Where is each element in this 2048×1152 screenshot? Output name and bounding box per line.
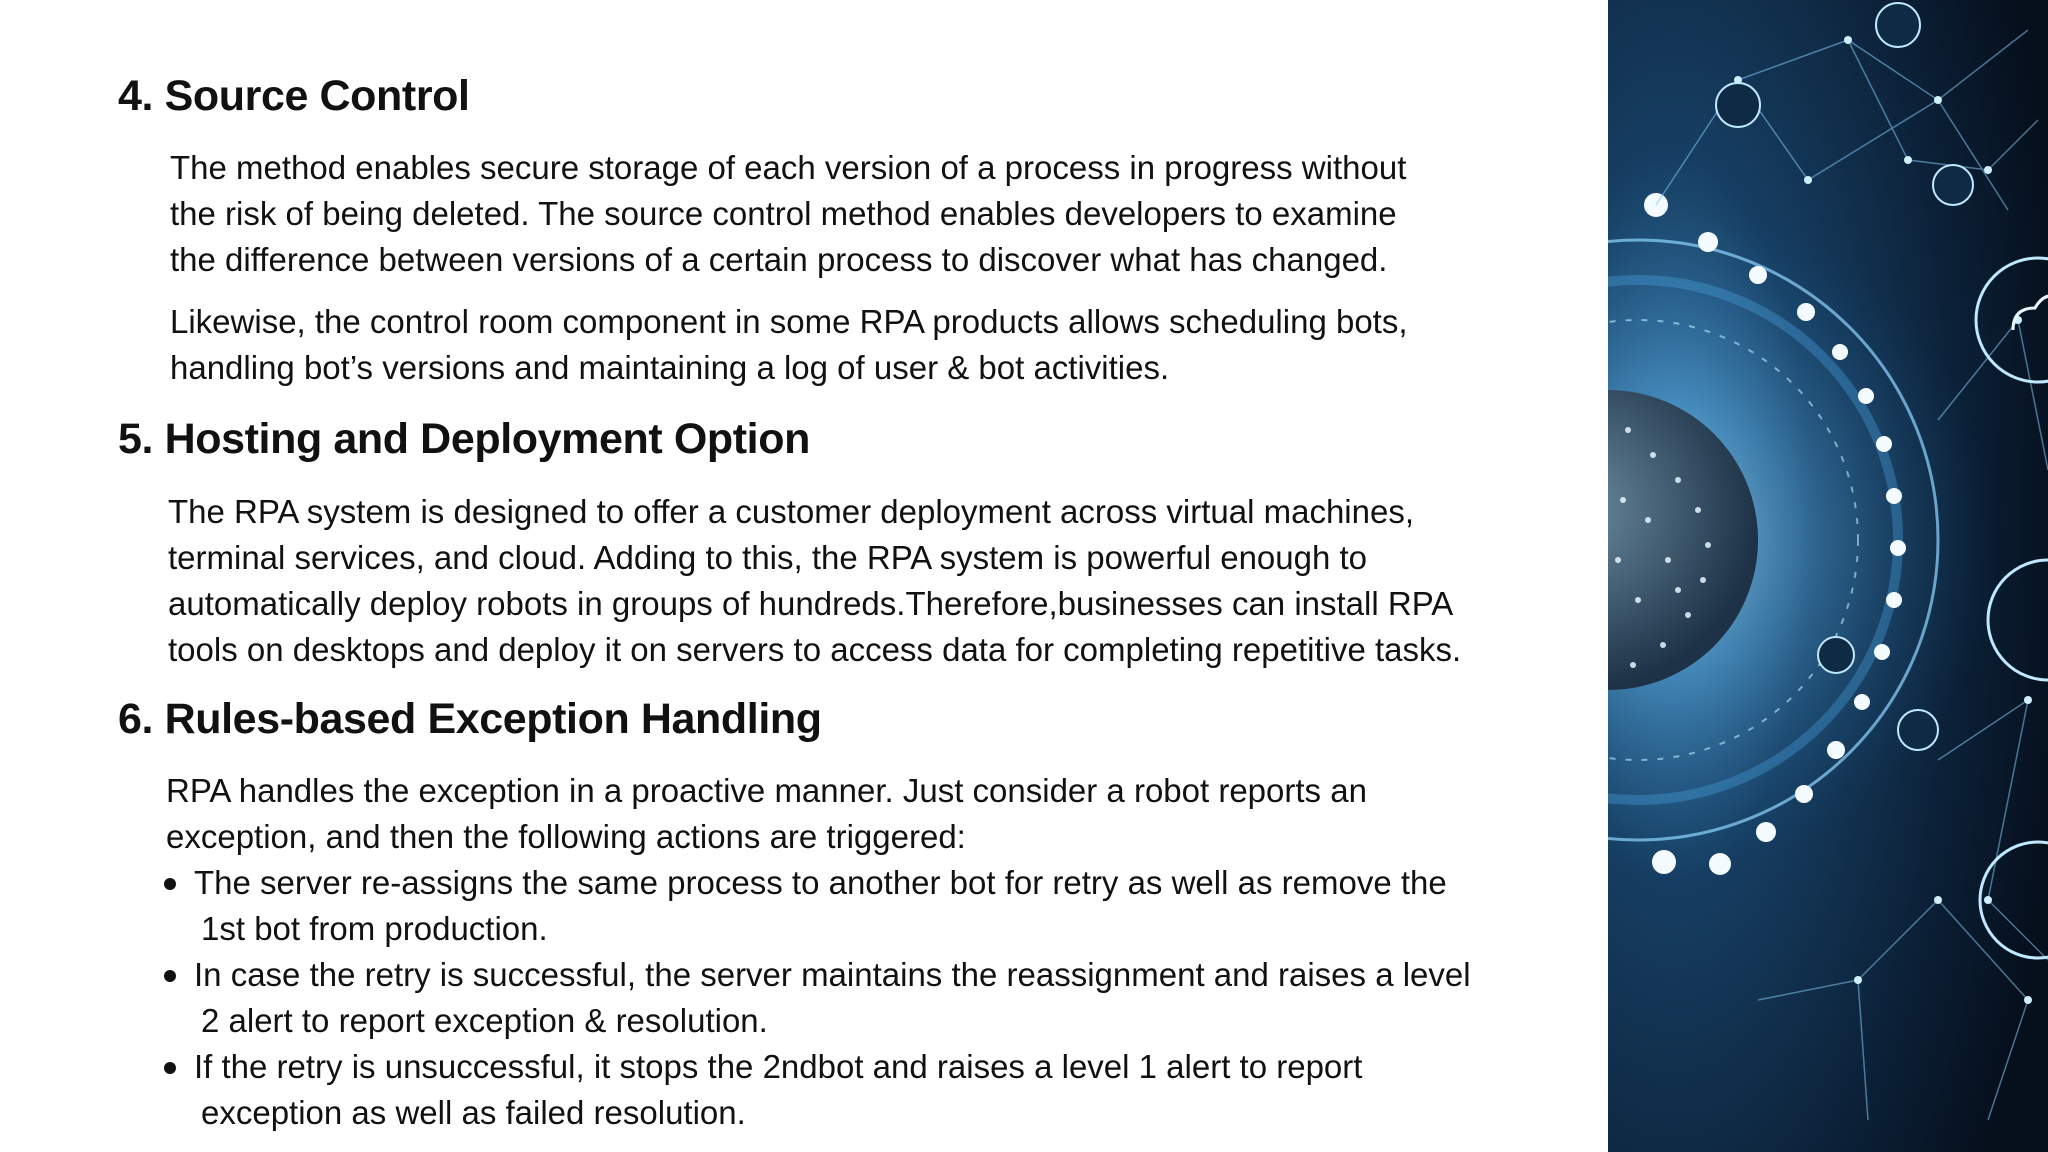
text-line: RPA handles the exception in a proactive manner. Just consider a robot reports an <box>166 772 1367 809</box>
text-line: terminal services, and cloud. Adding to this, the RPA system is powerful enough to <box>168 539 1368 576</box>
text-line: The RPA system is designed to offer a customer deployment across virtual machines, <box>168 493 1415 530</box>
bullet-item <box>166 952 1471 1044</box>
text-line: automatically deploy robots in groups of hundreds.Therefore,businesses can install RPA <box>168 585 1454 622</box>
bullet-text-line: In case the retry is successful, the server maintains the reassignment and raises a level <box>194 956 1471 993</box>
section-heading-exception-handling: 6. Rules-based Exception Handling <box>118 695 822 743</box>
text-line: the risk of being deleted. The source control method enables developers to examine <box>170 195 1397 232</box>
network-technology-image <box>1608 0 2048 1152</box>
bullet-icon <box>164 1062 176 1074</box>
bullet-text-line: 1st bot from production. <box>201 910 548 947</box>
section-heading-source-control: 4. Source Control <box>118 72 470 120</box>
text-line: tools on desktops and deploy it on servers to access data for completing repetitive tasks. <box>168 631 1462 668</box>
bullet-icon <box>164 878 176 890</box>
bullet-text-line: exception as well as failed resolution. <box>201 1094 746 1131</box>
bullet-text-line: The server re-assigns the same process to another bot for retry as well as remove the <box>194 864 1447 901</box>
paragraph-exception-handling <box>166 768 1367 860</box>
bullet-text-line: 2 alert to report exception & resolution. <box>201 1002 768 1039</box>
text-line: exception, and then the following actions are triggered: <box>166 818 966 855</box>
paragraph-source-control-1 <box>170 145 1406 283</box>
section-heading-hosting-deployment: 5. Hosting and Deployment Option <box>118 415 810 463</box>
bullet-text-line: If the retry is unsuccessful, it stops the 2ndbot and raises a level 1 alert to report <box>194 1048 1363 1085</box>
text-line: Likewise, the control room component in some RPA products allows scheduling bots, <box>170 303 1408 340</box>
bullet-item <box>166 1044 1362 1136</box>
text-line: the difference between versions of a certain process to discover what has changed. <box>170 241 1388 278</box>
bullet-icon <box>164 970 176 982</box>
bullet-item <box>166 860 1447 952</box>
network-illustration <box>1608 0 2048 1152</box>
text-line: The method enables secure storage of each version of a process in progress without <box>170 149 1407 186</box>
text-line: handling bot’s versions and maintaining a log of user & bot activities. <box>170 349 1170 386</box>
paragraph-source-control-2 <box>170 299 1408 391</box>
paragraph-hosting-deployment <box>168 489 1461 673</box>
